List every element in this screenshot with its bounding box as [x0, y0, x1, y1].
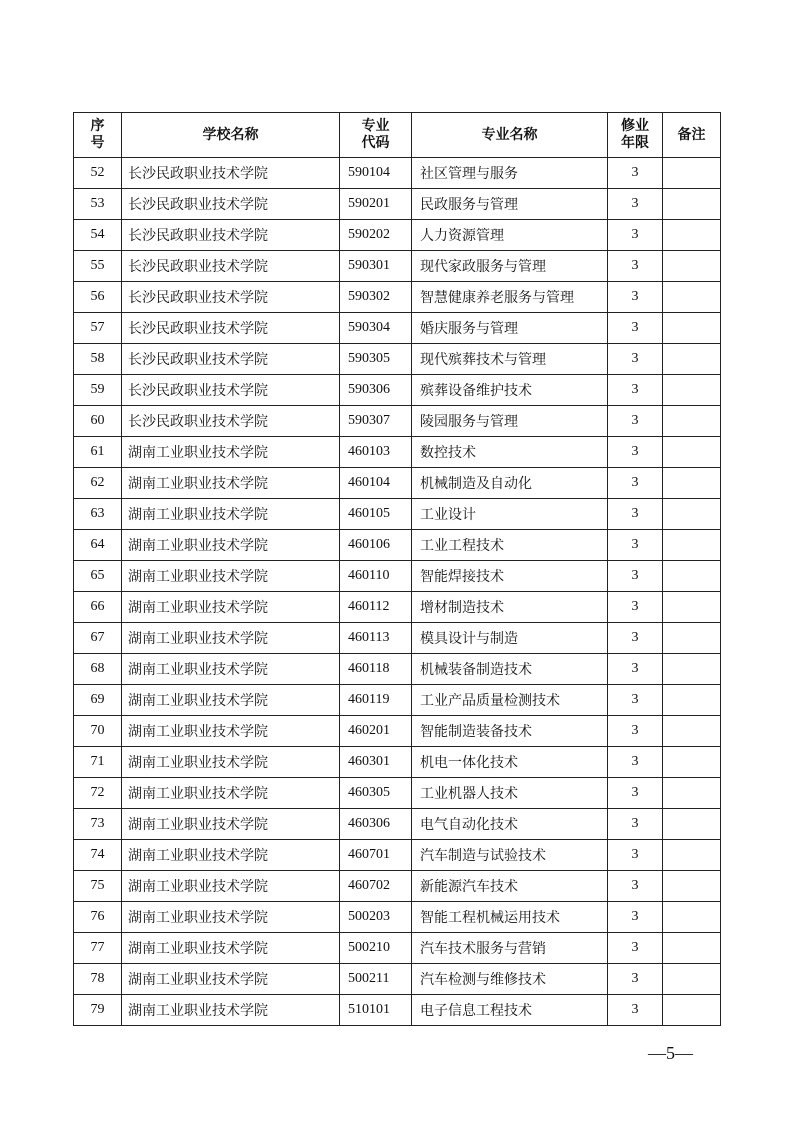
cell-serial-number: 70: [74, 716, 122, 747]
cell-study-years: 3: [608, 437, 663, 468]
cell-study-years: 3: [608, 747, 663, 778]
header-major-name: 专业名称: [412, 113, 608, 158]
table-row: [74, 933, 721, 964]
cell-serial-number: 56: [74, 282, 122, 313]
cell-school-name: 湖南工业职业技术学院: [122, 871, 340, 902]
cell-major-name: 机械制造及自动化: [412, 468, 608, 499]
cell-school-name: 湖南工业职业技术学院: [122, 561, 340, 592]
cell-study-years: 3: [608, 406, 663, 437]
cell-study-years: 3: [608, 592, 663, 623]
cell-school-name: 长沙民政职业技术学院: [122, 313, 340, 344]
cell-serial-number: 59: [74, 375, 122, 406]
header-years-line2: 年限: [621, 135, 649, 151]
cell-major-code: 460702: [340, 871, 412, 902]
table-row: [74, 778, 721, 809]
cell-study-years: 3: [608, 654, 663, 685]
cell-major-code: 500203: [340, 902, 412, 933]
table-row: [74, 282, 721, 313]
cell-remarks: [663, 251, 721, 282]
cell-major-name: 人力资源管理: [412, 220, 608, 251]
cell-remarks: [663, 530, 721, 561]
cell-remarks: [663, 623, 721, 654]
cell-major-name: 工业工程技术: [412, 530, 608, 561]
cell-study-years: 3: [608, 778, 663, 809]
cell-major-code: 460201: [340, 716, 412, 747]
table-row: [74, 685, 721, 716]
cell-study-years: 3: [608, 251, 663, 282]
table-row: [74, 871, 721, 902]
cell-major-name: 数控技术: [412, 437, 608, 468]
cell-major-name: 汽车检测与维修技术: [412, 964, 608, 995]
cell-study-years: 3: [608, 623, 663, 654]
table-row: [74, 530, 721, 561]
cell-major-code: 460112: [340, 592, 412, 623]
cell-serial-number: 75: [74, 871, 122, 902]
table-row: [74, 561, 721, 592]
header-years-line1: 修业: [621, 118, 649, 134]
cell-major-name: 模具设计与制造: [412, 623, 608, 654]
cell-study-years: 3: [608, 499, 663, 530]
cell-serial-number: 55: [74, 251, 122, 282]
cell-remarks: [663, 871, 721, 902]
cell-remarks: [663, 654, 721, 685]
cell-serial-number: 60: [74, 406, 122, 437]
header-code-line1: 专业: [361, 118, 390, 134]
program-table: [73, 112, 721, 1026]
cell-major-name: 汽车制造与试验技术: [412, 840, 608, 871]
header-study-years: [608, 113, 663, 158]
cell-major-name: 电子信息工程技术: [412, 995, 608, 1026]
cell-remarks: [663, 778, 721, 809]
table-row: [74, 747, 721, 778]
cell-serial-number: 73: [74, 809, 122, 840]
cell-remarks: [663, 716, 721, 747]
cell-major-code: 590302: [340, 282, 412, 313]
cell-serial-number: 61: [74, 437, 122, 468]
cell-school-name: 长沙民政职业技术学院: [122, 251, 340, 282]
table-row: [74, 406, 721, 437]
header-serial-line1: 序: [90, 118, 105, 134]
cell-study-years: 3: [608, 530, 663, 561]
cell-serial-number: 67: [74, 623, 122, 654]
cell-major-name: 工业机器人技术: [412, 778, 608, 809]
cell-major-name: 现代殡葬技术与管理: [412, 344, 608, 375]
cell-study-years: 3: [608, 809, 663, 840]
cell-study-years: 3: [608, 933, 663, 964]
header-code-line2: 代码: [361, 135, 390, 151]
cell-major-code: 460104: [340, 468, 412, 499]
cell-remarks: [663, 685, 721, 716]
cell-remarks: [663, 282, 721, 313]
cell-major-name: 工业产品质量检测技术: [412, 685, 608, 716]
cell-remarks: [663, 933, 721, 964]
cell-major-code: 510101: [340, 995, 412, 1026]
cell-major-name: 汽车技术服务与营销: [412, 933, 608, 964]
cell-major-code: 590301: [340, 251, 412, 282]
cell-major-name: 机电一体化技术: [412, 747, 608, 778]
page-number: —5—: [648, 1043, 693, 1063]
header-major-code: [340, 113, 412, 158]
cell-remarks: [663, 809, 721, 840]
cell-remarks: [663, 406, 721, 437]
cell-school-name: 湖南工业职业技术学院: [122, 995, 340, 1026]
cell-remarks: [663, 189, 721, 220]
cell-major-name: 智能制造装备技术: [412, 716, 608, 747]
cell-remarks: [663, 902, 721, 933]
table-row: [74, 375, 721, 406]
table-row: [74, 623, 721, 654]
cell-serial-number: 71: [74, 747, 122, 778]
cell-major-name: 社区管理与服务: [412, 158, 608, 189]
cell-school-name: 湖南工业职业技术学院: [122, 809, 340, 840]
cell-remarks: [663, 158, 721, 189]
table-row: [74, 158, 721, 189]
table-row: [74, 468, 721, 499]
cell-serial-number: 57: [74, 313, 122, 344]
header-school-name: 学校名称: [122, 113, 340, 158]
cell-serial-number: 79: [74, 995, 122, 1026]
cell-study-years: 3: [608, 468, 663, 499]
cell-study-years: 3: [608, 716, 663, 747]
cell-major-code: 500211: [340, 964, 412, 995]
cell-school-name: 湖南工业职业技术学院: [122, 654, 340, 685]
cell-study-years: 3: [608, 964, 663, 995]
table-row: [74, 995, 721, 1026]
cell-major-name: 智慧健康养老服务与管理: [412, 282, 608, 313]
cell-school-name: 长沙民政职业技术学院: [122, 282, 340, 313]
cell-major-code: 460301: [340, 747, 412, 778]
cell-remarks: [663, 313, 721, 344]
cell-school-name: 长沙民政职业技术学院: [122, 220, 340, 251]
cell-school-name: 湖南工业职业技术学院: [122, 530, 340, 561]
cell-serial-number: 66: [74, 592, 122, 623]
cell-school-name: 长沙民政职业技术学院: [122, 406, 340, 437]
cell-school-name: 湖南工业职业技术学院: [122, 623, 340, 654]
cell-remarks: [663, 375, 721, 406]
cell-major-code: 500210: [340, 933, 412, 964]
cell-remarks: [663, 220, 721, 251]
table-row: [74, 840, 721, 871]
cell-serial-number: 52: [74, 158, 122, 189]
cell-major-code: 460106: [340, 530, 412, 561]
cell-major-code: 590304: [340, 313, 412, 344]
cell-study-years: 3: [608, 375, 663, 406]
cell-school-name: 长沙民政职业技术学院: [122, 375, 340, 406]
table-header: [74, 113, 721, 158]
cell-serial-number: 76: [74, 902, 122, 933]
cell-study-years: 3: [608, 282, 663, 313]
cell-major-code: 590306: [340, 375, 412, 406]
table-row: [74, 220, 721, 251]
table-row: [74, 902, 721, 933]
cell-major-code: 460305: [340, 778, 412, 809]
cell-serial-number: 64: [74, 530, 122, 561]
cell-serial-number: 54: [74, 220, 122, 251]
cell-school-name: 湖南工业职业技术学院: [122, 747, 340, 778]
cell-major-code: 460118: [340, 654, 412, 685]
cell-remarks: [663, 344, 721, 375]
cell-major-code: 460119: [340, 685, 412, 716]
cell-major-code: 460110: [340, 561, 412, 592]
cell-major-name: 陵园服务与管理: [412, 406, 608, 437]
table-row: [74, 809, 721, 840]
cell-serial-number: 68: [74, 654, 122, 685]
cell-school-name: 湖南工业职业技术学院: [122, 964, 340, 995]
cell-major-code: 460113: [340, 623, 412, 654]
cell-major-code: 590307: [340, 406, 412, 437]
cell-major-name: 工业设计: [412, 499, 608, 530]
cell-major-code: 460105: [340, 499, 412, 530]
cell-major-name: 民政服务与管理: [412, 189, 608, 220]
cell-remarks: [663, 995, 721, 1026]
cell-serial-number: 58: [74, 344, 122, 375]
cell-serial-number: 77: [74, 933, 122, 964]
cell-study-years: 3: [608, 902, 663, 933]
header-remarks: 备注: [663, 113, 721, 158]
cell-major-code: 590201: [340, 189, 412, 220]
table-row: [74, 964, 721, 995]
table-row: [74, 437, 721, 468]
cell-major-code: 590202: [340, 220, 412, 251]
cell-study-years: 3: [608, 840, 663, 871]
header-row: [74, 113, 721, 158]
table-row: [74, 499, 721, 530]
cell-remarks: [663, 561, 721, 592]
cell-major-name: 新能源汽车技术: [412, 871, 608, 902]
cell-school-name: 湖南工业职业技术学院: [122, 499, 340, 530]
cell-major-code: 460306: [340, 809, 412, 840]
table-body: [74, 158, 721, 1026]
cell-major-name: 智能工程机械运用技术: [412, 902, 608, 933]
cell-school-name: 湖南工业职业技术学院: [122, 468, 340, 499]
cell-study-years: 3: [608, 313, 663, 344]
cell-remarks: [663, 592, 721, 623]
cell-serial-number: 78: [74, 964, 122, 995]
cell-major-name: 机械装备制造技术: [412, 654, 608, 685]
cell-school-name: 湖南工业职业技术学院: [122, 437, 340, 468]
cell-school-name: 湖南工业职业技术学院: [122, 685, 340, 716]
cell-school-name: 湖南工业职业技术学院: [122, 840, 340, 871]
cell-remarks: [663, 437, 721, 468]
cell-study-years: 3: [608, 220, 663, 251]
cell-serial-number: 69: [74, 685, 122, 716]
cell-major-name: 婚庆服务与管理: [412, 313, 608, 344]
cell-major-code: 460103: [340, 437, 412, 468]
cell-school-name: 湖南工业职业技术学院: [122, 778, 340, 809]
cell-remarks: [663, 747, 721, 778]
cell-remarks: [663, 499, 721, 530]
cell-serial-number: 74: [74, 840, 122, 871]
cell-study-years: 3: [608, 189, 663, 220]
cell-study-years: 3: [608, 871, 663, 902]
header-serial-line2: 号: [90, 135, 105, 151]
table-row: [74, 654, 721, 685]
cell-serial-number: 53: [74, 189, 122, 220]
cell-serial-number: 63: [74, 499, 122, 530]
cell-school-name: 长沙民政职业技术学院: [122, 189, 340, 220]
cell-study-years: 3: [608, 685, 663, 716]
cell-remarks: [663, 964, 721, 995]
cell-school-name: 长沙民政职业技术学院: [122, 344, 340, 375]
cell-major-name: 增材制造技术: [412, 592, 608, 623]
cell-study-years: 3: [608, 995, 663, 1026]
cell-school-name: 长沙民政职业技术学院: [122, 158, 340, 189]
cell-remarks: [663, 468, 721, 499]
table-row: [74, 313, 721, 344]
cell-school-name: 湖南工业职业技术学院: [122, 902, 340, 933]
cell-major-name: 现代家政服务与管理: [412, 251, 608, 282]
cell-study-years: 3: [608, 158, 663, 189]
cell-study-years: 3: [608, 561, 663, 592]
cell-remarks: [663, 840, 721, 871]
cell-school-name: 湖南工业职业技术学院: [122, 716, 340, 747]
cell-major-code: 460701: [340, 840, 412, 871]
header-serial-number: [74, 113, 122, 158]
cell-serial-number: 65: [74, 561, 122, 592]
cell-major-name: 殡葬设备维护技术: [412, 375, 608, 406]
cell-study-years: 3: [608, 344, 663, 375]
cell-major-code: 590305: [340, 344, 412, 375]
table-row: [74, 189, 721, 220]
table-row: [74, 592, 721, 623]
cell-serial-number: 72: [74, 778, 122, 809]
table-row: [74, 344, 721, 375]
cell-school-name: 湖南工业职业技术学院: [122, 592, 340, 623]
cell-major-code: 590104: [340, 158, 412, 189]
cell-serial-number: 62: [74, 468, 122, 499]
cell-major-name: 电气自动化技术: [412, 809, 608, 840]
cell-school-name: 湖南工业职业技术学院: [122, 933, 340, 964]
table-row: [74, 251, 721, 282]
table-row: [74, 716, 721, 747]
cell-major-name: 智能焊接技术: [412, 561, 608, 592]
